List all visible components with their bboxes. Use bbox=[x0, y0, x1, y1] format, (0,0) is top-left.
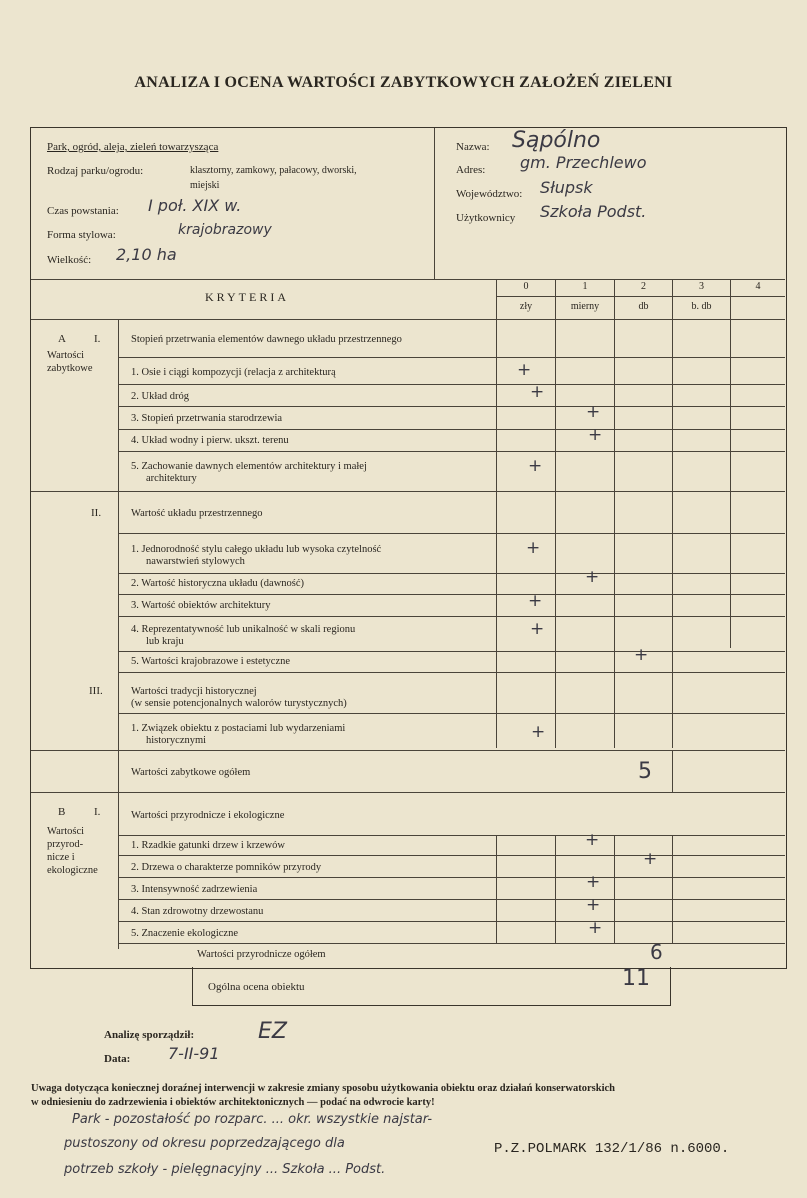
section-b-total-label: Wartości przyrodnicze ogółem bbox=[197, 949, 326, 960]
col-line-0 bbox=[496, 279, 497, 748]
voivodeship-label: Województwo: bbox=[456, 188, 523, 200]
item-ii-1: 1. Jednorodność stylu całego układu lub wysoka czytelność bbox=[131, 544, 382, 555]
mark-i-3: + bbox=[586, 402, 601, 422]
section-a-roman: I. bbox=[94, 333, 101, 345]
item-ii-4-cont: lub kraju bbox=[146, 636, 184, 647]
kind-options-2: miejski bbox=[190, 180, 220, 191]
criteria-mid-line bbox=[496, 296, 785, 297]
name-value: Sąpólno bbox=[512, 128, 601, 153]
item-b-1: 1. Rzadkie gatunki drzew i krzewów bbox=[131, 840, 285, 851]
col-line-4 bbox=[730, 279, 731, 648]
date-label: Data: bbox=[104, 1053, 131, 1065]
created-value: I poł. XIX w. bbox=[148, 196, 242, 215]
score-1: 1 bbox=[582, 281, 588, 292]
mark-b-4: + bbox=[586, 895, 601, 915]
score-3: 3 bbox=[699, 281, 704, 292]
colB-line-1 bbox=[555, 835, 556, 943]
section-b-name-2: przyrod- bbox=[47, 839, 84, 850]
mark-ii-3: + bbox=[528, 591, 543, 611]
score-4: 4 bbox=[755, 281, 761, 292]
handwritten-note-3: potrzeb szkoły - pielęgnacyjny ... Szkoła ... Podst. bbox=[64, 1162, 386, 1177]
overall-label: Ogólna ocena obiektu bbox=[208, 981, 305, 993]
section-b-total-value: 6 bbox=[650, 940, 663, 964]
style-label: Forma stylowa: bbox=[47, 229, 116, 241]
section-a-total-value: 5 bbox=[638, 759, 652, 784]
item-iii-1: 1. Związek obiektu z postaciami lub wydarzeniami bbox=[131, 723, 346, 734]
mark-ii-5: + bbox=[634, 645, 649, 665]
users-value: Szkoła Podst. bbox=[540, 202, 647, 221]
remark-note-2: w odniesieniu do zadrzewienia i obiektów architektonicznych — podać na odwrocie karty! bbox=[31, 1097, 435, 1108]
name-label: Nazwa: bbox=[456, 141, 490, 153]
address-label: Adres: bbox=[456, 164, 486, 176]
mark-ii-1: + bbox=[526, 538, 541, 558]
item-b-4: 4. Stan zdrowotny drzewostanu bbox=[131, 906, 264, 917]
item-b-3: 3. Intensywność zadrzewienia bbox=[131, 884, 258, 895]
mark-b-5: + bbox=[588, 918, 603, 938]
section-b-letter: B bbox=[58, 806, 66, 818]
overall-value: 11 bbox=[622, 966, 650, 991]
score-0: 0 bbox=[523, 281, 529, 292]
address-value: gm. Przechlewo bbox=[520, 153, 647, 172]
item-i-4: 4. Układ wodny i pierw. ukszt. terenu bbox=[131, 435, 289, 446]
section-a-total-label: Wartości zabytkowe ogółem bbox=[131, 767, 251, 778]
mark-i-1: + bbox=[517, 360, 532, 380]
item-i-1: 1. Osie i ciągi kompozycji (relacja z architekturą bbox=[131, 367, 336, 378]
col-line-3 bbox=[672, 279, 673, 748]
group-i-title: Stopień przetrwania elementów dawnego układu przestrzennego bbox=[131, 334, 402, 345]
item-i-2: 2. Układ dróg bbox=[131, 391, 190, 402]
col-line-2 bbox=[614, 279, 615, 748]
voivodeship-value: Słupsk bbox=[540, 178, 593, 197]
item-iii-1-cont: historycznymi bbox=[146, 735, 207, 746]
score-name-3: b. db bbox=[691, 301, 712, 312]
colB-line-0 bbox=[496, 835, 497, 943]
group-ii-title: Wartość układu przestrzennego bbox=[131, 508, 263, 519]
section-b-roman: I. bbox=[94, 806, 101, 818]
item-ii-1-cont: nawarstwień stylowych bbox=[146, 556, 245, 567]
section-a-name-2: zabytkowe bbox=[47, 363, 93, 374]
kind-label: Rodzaj parku/ogrodu: bbox=[47, 165, 144, 177]
item-i-5: 5. Zachowanie dawnych elementów architektury i małej bbox=[131, 461, 367, 472]
item-b-2: 2. Drzewa o charakterze pomników przyrody bbox=[131, 862, 322, 873]
mark-i-4: + bbox=[588, 425, 603, 445]
section-a-roman-ii: II. bbox=[91, 507, 102, 519]
style-value: krajobrazowy bbox=[178, 222, 272, 238]
item-ii-5: 5. Wartości krajobrazowe i estetyczne bbox=[131, 656, 291, 667]
section-b-name-3: nicze i bbox=[47, 852, 75, 863]
mark-ii-2: + bbox=[585, 567, 600, 587]
item-ii-4: 4. Reprezentatywność lub unikalność w skali regionu bbox=[131, 624, 356, 635]
remark-note-1: Uwaga dotycząca koniecznej doraźnej interwencji w zakresie zmiany sposobu użytkowania obiektu oraz działań konserwatorskich bbox=[31, 1083, 615, 1094]
handwritten-note-2: pustoszony od okresu poprzedzającego dla bbox=[64, 1136, 345, 1151]
section-a-letter: A bbox=[58, 333, 66, 345]
group-iii-title-1: Wartości tradycji historycznej bbox=[131, 686, 257, 697]
size-label: Wielkość: bbox=[47, 254, 92, 266]
item-ii-3: 3. Wartość obiektów architektury bbox=[131, 600, 271, 611]
criteria-label: KRYTERIA bbox=[205, 290, 289, 304]
score-2: 2 bbox=[641, 281, 646, 292]
item-i-5-cont: architektury bbox=[146, 473, 197, 484]
score-name-1: mierny bbox=[570, 301, 600, 312]
created-label: Czas powstania: bbox=[47, 205, 119, 217]
kind-options: klasztorny, zamkowy, pałacowy, dworski, bbox=[190, 165, 357, 176]
users-label: Użytkownicy bbox=[456, 212, 516, 224]
mark-b-2: + bbox=[643, 849, 658, 869]
colB-line-3 bbox=[672, 835, 673, 943]
score-name-2: db bbox=[638, 301, 649, 312]
mark-i-2: + bbox=[530, 382, 545, 402]
date-value: 7-II-91 bbox=[168, 1044, 220, 1063]
mark-b-3: + bbox=[586, 872, 601, 892]
print-stamp: P.Z.POLMARK 132/1/86 n.6000. bbox=[494, 1141, 730, 1157]
row-line bbox=[118, 357, 785, 358]
page-title: ANALIZA I OCENA WARTOŚCI ZABYTKOWYCH ZAŁOŻEŃ ZIELENI bbox=[134, 74, 673, 91]
group-iii-title-2: (w sensie potencjonalnych walorów turystycznych) bbox=[131, 698, 347, 709]
col-line-1 bbox=[555, 279, 556, 748]
header-divider bbox=[434, 128, 435, 279]
section-b-name-4: ekologiczne bbox=[47, 865, 98, 876]
mark-ii-4: + bbox=[530, 619, 545, 639]
section-a-name-1: Wartości bbox=[47, 350, 85, 361]
item-ii-2: 2. Wartość historyczna układu (dawność) bbox=[131, 578, 305, 589]
score-name-0: zły bbox=[519, 301, 533, 312]
item-i-3: 3. Stopień przetrwania starodrzewia bbox=[131, 413, 283, 424]
section-b-name-1: Wartości bbox=[47, 826, 85, 837]
prepared-signature: EZ bbox=[258, 1019, 287, 1044]
section-a-roman-iii: III. bbox=[89, 685, 103, 697]
prepared-label: Analizę sporządził: bbox=[104, 1029, 195, 1041]
mark-i-5: + bbox=[528, 456, 543, 476]
mark-b-1: + bbox=[585, 830, 600, 850]
group-b-title: Wartości przyrodnicze i ekologiczne bbox=[131, 810, 285, 821]
colB-line-2 bbox=[614, 835, 615, 943]
park-type-label: Park, ogród, aleja, zieleń towarzysząca bbox=[47, 141, 219, 153]
mark-iii-1: + bbox=[531, 722, 546, 742]
size-value: 2,10 ha bbox=[116, 245, 177, 264]
handwritten-note-1: Park - pozostałość po rozparc. ... okr. wszystkie najstar- bbox=[72, 1112, 433, 1127]
item-b-5: 5. Znaczenie ekologiczne bbox=[131, 928, 238, 939]
